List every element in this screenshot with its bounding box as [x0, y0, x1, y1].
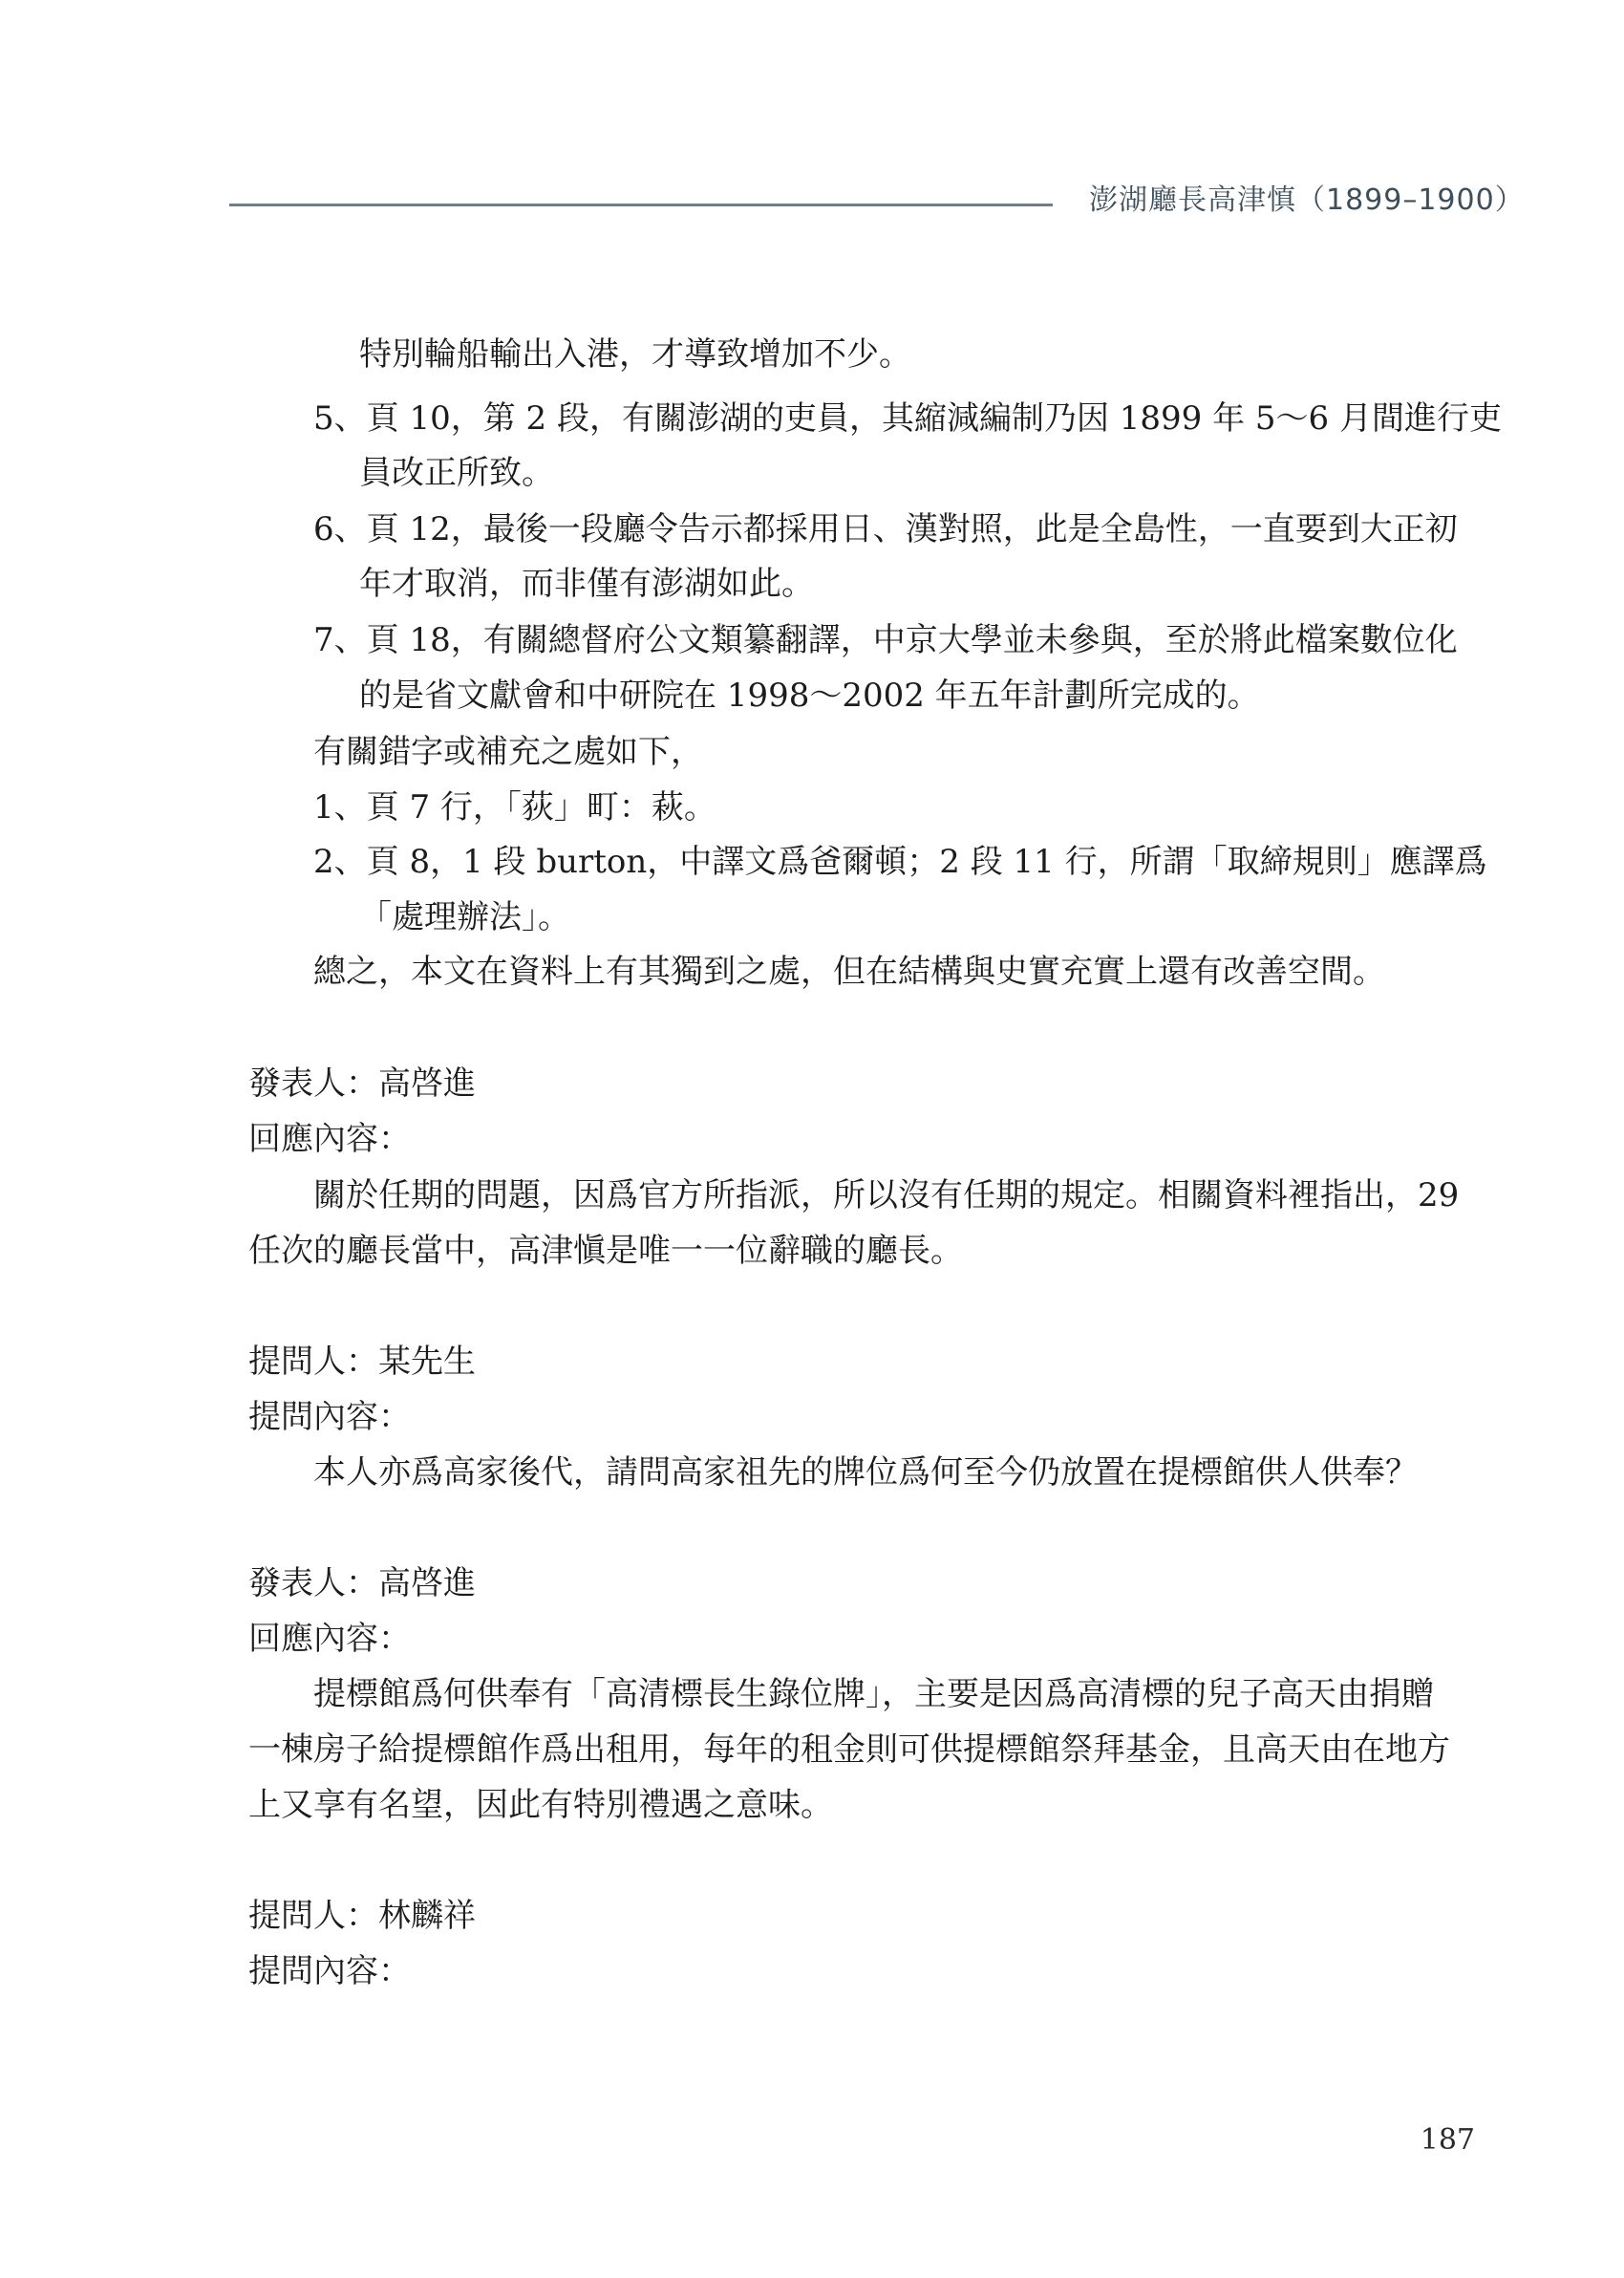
body-line: 關於任期的問題，因爲官方所指派，所以沒有任期的規定。相關資料裡指出，29: [313, 1176, 1460, 1214]
body-line: 員改正所致。: [359, 454, 554, 492]
body-line: 5、頁 10，第 2 段，有關澎湖的吏員，其縮減編制乃因 1899 年 5～6 月間進行吏: [313, 399, 1502, 438]
body-line: 2、頁 8，1 段 burton，中譯文爲爸爾頓；2 段 11 行，所謂「取締規則」應譯爲: [313, 843, 1487, 881]
header-rule: [229, 204, 1053, 206]
body-line: 本人亦爲高家後代，請問高家祖先的牌位爲何至今仍放置在提標館供人供奉？: [313, 1453, 1418, 1492]
section-label: 回應內容：: [248, 1120, 411, 1158]
body-line: 7、頁 18，有關總督府公文類纂翻譯，中京大學並未參與，至於將此檔案數位化: [313, 621, 1458, 659]
body-line: 「處理辦法」。: [359, 898, 570, 936]
section-label: 回應內容：: [248, 1620, 411, 1658]
questioner-line: 提問人：某先生: [248, 1343, 476, 1381]
body-line: 年才取消，而非僅有澎湖如此。: [359, 565, 814, 603]
section-label: 提問內容：: [248, 1952, 411, 1990]
body-line: 1、頁 7 行，「荻」町：萩。: [313, 788, 716, 827]
body-line: 上又享有名望，因此有特別禮遇之意味。: [248, 1786, 833, 1824]
body-line: 有關錯字或補充之處如下，: [313, 733, 703, 771]
section-label: 提問內容：: [248, 1398, 411, 1436]
speaker-line: 發表人：高啓進: [248, 1564, 476, 1602]
body-line: 的是省文獻會和中研院在 1998～2002 年五年計劃所完成的。: [359, 677, 1260, 715]
questioner-line: 提問人：林麟祥: [248, 1897, 476, 1935]
body-line: 6、頁 12，最後一段廳令告示都採用日、漢對照，此是全島性，一直要到大正初: [313, 510, 1458, 548]
body-line: 任次的廳長當中，高津愼是唯一一位辭職的廳長。: [248, 1232, 963, 1270]
page-number: 187: [1420, 2123, 1475, 2157]
body-line: 一棟房子給提標館作爲出租用，每年的租金則可供提標館祭拜基金，且高天由在地方: [248, 1730, 1450, 1769]
body-line: 特別輪船輸出入港，才導致增加不少。: [359, 335, 911, 374]
body-line: 總之，本文在資料上有其獨到之處，但在結構與史實充實上還有改善空間。: [313, 953, 1385, 991]
running-header-title: 澎湖廳長高津慎（1899–1900）: [1089, 183, 1525, 217]
speaker-line: 發表人：高啓進: [248, 1064, 476, 1103]
body-line: 提標館爲何供奉有「高清標長生錄位牌」，主要是因爲高清標的兒子高天由捐贈: [313, 1675, 1434, 1713]
